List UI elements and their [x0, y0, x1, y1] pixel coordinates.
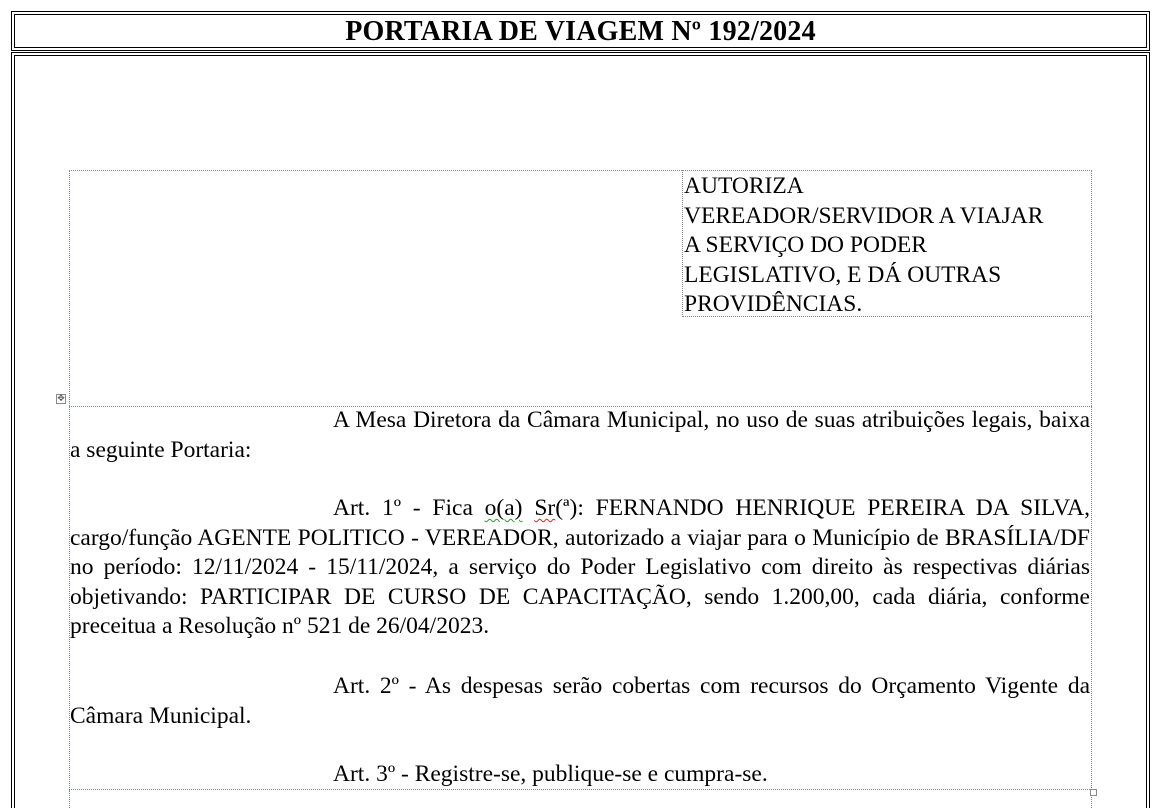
resize-square-icon[interactable]	[1090, 789, 1097, 796]
article-2-paragraph[interactable]: Art. 2º - As despesas serão cobertas com recursos do Orçamento Vigente da Câmara Municipal.	[70, 673, 1090, 729]
art1-sr: Sr	[534, 495, 556, 521]
article-1-paragraph[interactable]	[70, 494, 1090, 642]
ementa-text[interactable]: AUTORIZA VEREADOR/SERVIDOR A VIAJAR A SERVIÇO DO PODER LEGISLATIVO, E DÁ OUTRAS PROVIDÊNCIAS.	[684, 173, 1044, 318]
art1-o-a: o(a)	[484, 495, 523, 521]
article-3-paragraph[interactable]: Art. 3º - Registre-se, publique-se e cumpra-se.	[333, 761, 768, 787]
next-table-row	[69, 790, 1092, 808]
art1-sr-suffix: (ª)	[555, 495, 578, 521]
document-title: PORTARIA DE VIAGEM Nº 192/2024	[345, 16, 816, 47]
art1-prefix: Art. 1º - Fica	[333, 495, 485, 521]
four-arrows-move-icon[interactable]: ✥	[57, 394, 65, 404]
title-frame	[11, 11, 1150, 51]
intro-paragraph[interactable]: A Mesa Diretora da Câmara Municipal, no uso de suas atribuições legais, baixa a seguinte Portaria:	[70, 407, 1090, 463]
art1-rest: : FERNANDO HENRIQUE PEREIRA DA SILVA, cargo/função AGENTE POLITICO - VEREADOR, autorizado a viajar para o Município de BRASÍLIA/DF no período: 12/11/2024 - 15/11/2024, a serviço do Poder Legislativo com direito às respectivas diárias objetivando: PARTICIPAR DE CURSO DE CAPACITAÇÃO, sendo 1.200,00, cada diária, conforme preceitua a Resolução nº 521 de 26/04/2023.	[70, 495, 1091, 640]
